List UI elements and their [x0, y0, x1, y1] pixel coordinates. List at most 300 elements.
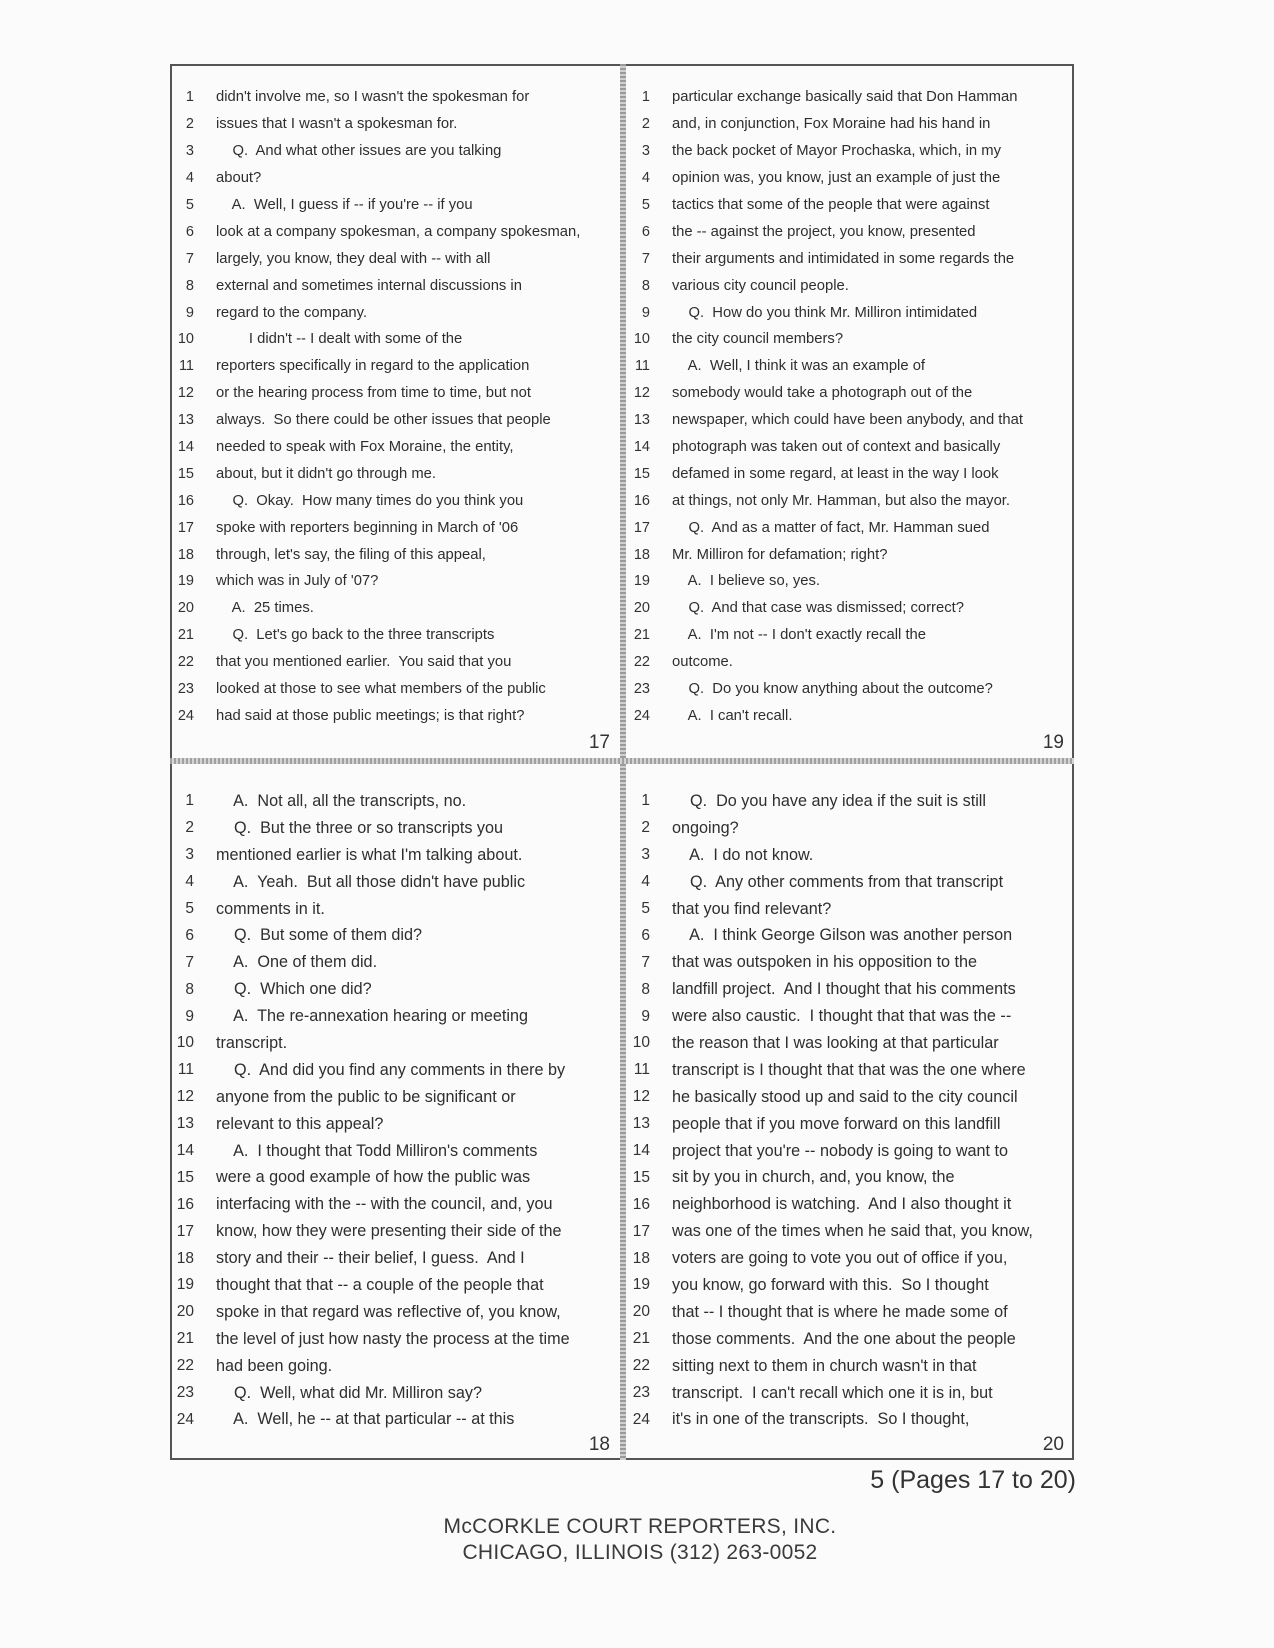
transcript-line: [170, 1084, 620, 1111]
line-number: 24: [632, 1410, 650, 1428]
line-number: 18: [177, 546, 194, 563]
line-text: thought that that -- a couple of the people that: [216, 1275, 544, 1294]
line-text: were a good example of how the public was: [216, 1168, 531, 1187]
line-text: reporters specifically in regard to the application: [216, 358, 530, 375]
transcript-line: [626, 815, 1074, 842]
transcript-line: [626, 1138, 1074, 1165]
transcript-line: [170, 842, 620, 869]
transcript-line: [626, 1218, 1074, 1245]
transcript-line: [626, 514, 1074, 541]
transcript-line: [626, 245, 1074, 272]
line-text: it's in one of the transcripts. So I thought,: [672, 1410, 970, 1429]
transcript-line: [170, 514, 620, 541]
line-number: 2: [185, 116, 194, 133]
transcript-line: [170, 1030, 620, 1057]
transcript-line: [170, 1406, 620, 1433]
line-text: Q. But some of them did?: [216, 926, 423, 945]
transcript-line: [626, 595, 1074, 622]
firm-address: CHICAGO, ILLINOIS (312) 263-0052: [462, 1541, 818, 1564]
line-text: opinion was, you know, just an example of just the: [672, 170, 1001, 187]
transcript-line: [626, 1406, 1074, 1433]
line-number: 10: [633, 331, 650, 348]
transcript-line: [626, 1245, 1074, 1272]
line-number: 14: [632, 1142, 650, 1160]
transcript-sheet: [170, 64, 1074, 1460]
line-number: 9: [185, 304, 194, 321]
page-number: 19: [1042, 732, 1064, 753]
line-number: 13: [633, 412, 650, 429]
transcript-line: [170, 595, 620, 622]
transcript-line: [170, 896, 620, 923]
transcript-line: [626, 353, 1074, 380]
transcript-line: [626, 326, 1074, 353]
transcript-line: [626, 1326, 1074, 1353]
line-text: at things, not only Mr. Hamman, but also the mayor.: [672, 492, 1011, 509]
transcript-line: [626, 1057, 1074, 1084]
line-number: 12: [177, 385, 194, 402]
line-text: A. The re-annexation hearing or meeting: [216, 1007, 528, 1026]
line-text: A. Yeah. But all those didn't have public: [216, 872, 526, 891]
line-number: 17: [633, 519, 650, 536]
line-number: 2: [641, 116, 650, 133]
line-number: 20: [177, 600, 194, 617]
transcript-line: [170, 138, 620, 165]
line-text: A. Well, I think it was an example of: [672, 358, 926, 375]
line-number: 13: [177, 412, 194, 429]
transcript-line: [170, 1272, 620, 1299]
line-number: 20: [176, 1303, 194, 1321]
transcript-line: [626, 788, 1074, 815]
line-number: 3: [185, 846, 194, 864]
line-number: 13: [176, 1115, 194, 1133]
page-number: 18: [588, 1434, 610, 1455]
line-text: mentioned earlier is what I'm talking about.: [216, 845, 523, 864]
transcript-lines: [170, 788, 620, 1433]
line-number: 5: [185, 197, 194, 213]
transcript-line: [626, 192, 1074, 219]
line-text: looked at those to see what members of the public: [216, 681, 546, 698]
transcript-line: [626, 676, 1074, 703]
line-text: or the hearing process from time to time, but not: [216, 385, 531, 402]
transcript-line: [626, 165, 1074, 192]
line-number: 4: [185, 873, 194, 891]
transcript-line: [170, 1326, 620, 1353]
transcript-line: [626, 1191, 1074, 1218]
transcript-line: [170, 272, 620, 299]
transcript-line: [170, 245, 620, 272]
transcript-line: [170, 788, 620, 815]
line-text: always. So there could be other issues that people: [216, 412, 551, 429]
horizontal-divider: [170, 758, 1074, 764]
line-text: know, how they were presenting their side of the: [216, 1222, 562, 1241]
line-number: 16: [632, 1195, 650, 1213]
transcript-line: [626, 1299, 1074, 1326]
line-number: 19: [632, 1276, 650, 1294]
line-number: 15: [177, 465, 194, 482]
line-text: didn't involve me, so I wasn't the spokesman for: [216, 89, 530, 106]
line-number: 1: [185, 89, 194, 106]
transcript-line: [626, 1030, 1074, 1057]
line-number: 17: [176, 1222, 194, 1240]
line-text: Mr. Milliron for defamation; right?: [672, 546, 888, 563]
transcript-line: [170, 326, 620, 353]
firm-name: McCORKLE COURT REPORTERS, INC.: [443, 1515, 837, 1538]
transcript-line: [626, 702, 1074, 729]
line-text: A. I thought that Todd Milliron's comments: [216, 1141, 538, 1160]
line-text: people that if you move forward on this landfill: [672, 1114, 1001, 1133]
line-text: about?: [216, 170, 262, 187]
line-text: landfill project. And I thought that his comments: [672, 980, 1016, 999]
line-number: 14: [177, 439, 194, 456]
transcript-line: [626, 869, 1074, 896]
line-text: their arguments and intimidated in some regards the: [672, 250, 1015, 267]
transcript-line: [626, 622, 1074, 649]
transcript-line: [170, 1164, 620, 1191]
line-number: 24: [177, 707, 194, 724]
line-text: you know, go forward with this. So I thought: [672, 1275, 989, 1294]
line-text: that was outspoken in his opposition to the: [672, 953, 978, 972]
transcript-line: [170, 460, 620, 487]
transcript-line: [170, 949, 620, 976]
line-text: were also caustic. I thought that that was the --: [672, 1007, 1012, 1026]
transcript-line: [170, 84, 620, 111]
transcript-line: [170, 815, 620, 842]
transcript-line: [170, 192, 620, 219]
transcript-line: [170, 622, 620, 649]
line-number: 2: [641, 819, 650, 837]
line-text: I didn't -- I dealt with some of the: [216, 331, 463, 348]
transcript-line: [170, 649, 620, 676]
line-text: the reason that I was looking at that particular: [672, 1033, 999, 1052]
transcript-line: [626, 84, 1074, 111]
line-text: the city council members?: [672, 331, 844, 348]
transcript-line: [170, 165, 620, 192]
line-number: 21: [176, 1330, 194, 1348]
line-text: Q. And as a matter of fact, Mr. Hamman sued: [672, 519, 990, 536]
line-text: neighborhood is watching. And I also thought it: [672, 1195, 1012, 1214]
line-number: 7: [185, 953, 194, 971]
line-number: 7: [641, 953, 650, 971]
transcript-line: [170, 407, 620, 434]
line-text: Q. And what other issues are you talking: [216, 143, 502, 160]
line-text: anyone from the public to be significant or: [216, 1087, 516, 1106]
line-text: that -- I thought that is where he made some of: [672, 1302, 1008, 1321]
line-text: regard to the company.: [216, 304, 368, 321]
line-text: issues that I wasn't a spokesman for.: [216, 116, 458, 133]
line-number: 7: [641, 250, 650, 267]
line-text: was one of the times when he said that, you know,: [672, 1222, 1033, 1241]
line-text: Q. Okay. How many times do you think you: [216, 492, 524, 509]
line-number: 3: [641, 846, 650, 864]
line-number: 21: [633, 627, 650, 644]
line-text: that you find relevant?: [672, 899, 832, 918]
line-number: 15: [632, 1168, 650, 1186]
transcript-line: [626, 1353, 1074, 1380]
line-number: 22: [177, 654, 194, 671]
transcript-line: [170, 1380, 620, 1407]
line-text: needed to speak with Fox Moraine, the entity,: [216, 439, 514, 456]
transcript-line: [170, 434, 620, 461]
line-text: interfacing with the -- with the council, and, you: [216, 1195, 553, 1214]
line-number: 10: [176, 1034, 194, 1052]
line-number: 19: [633, 573, 650, 590]
line-text: newspaper, which could have been anybody, and that: [672, 412, 1023, 429]
transcript-line: [626, 380, 1074, 407]
transcript-line: [170, 869, 620, 896]
line-number: 1: [641, 792, 650, 810]
line-text: Q. Any other comments from that transcript: [672, 872, 1004, 891]
transcript-line: [170, 487, 620, 514]
transcript-line: [170, 976, 620, 1003]
line-text: he basically stood up and said to the city council: [672, 1087, 1018, 1106]
transcript-line: [170, 380, 620, 407]
transcript-page-17: [170, 64, 620, 758]
line-text: Q. And did you find any comments in there by: [216, 1060, 566, 1079]
line-text: project that you're -- nobody is going to want to: [672, 1141, 1009, 1160]
transcript-line: [626, 541, 1074, 568]
line-text: the -- against the project, you know, presented: [672, 223, 976, 240]
line-text: spoke with reporters beginning in March of '06: [216, 519, 519, 536]
line-text: A. Not all, all the transcripts, no.: [216, 791, 467, 810]
page-range-label: 5 (Pages 17 to 20): [870, 1466, 1076, 1494]
line-number: 20: [632, 1303, 650, 1321]
transcript-page-18: [170, 764, 620, 1460]
line-number: 5: [641, 900, 650, 917]
line-text: defamed in some regard, at least in the way I look: [672, 465, 999, 482]
line-text: which was in July of '07?: [216, 573, 379, 590]
line-number: 4: [185, 170, 194, 187]
line-number: 18: [633, 546, 650, 563]
line-number: 8: [185, 277, 194, 294]
line-number: 4: [641, 170, 650, 187]
line-text: Q. How do you think Mr. Milliron intimidated: [672, 304, 978, 321]
line-number: 3: [185, 143, 194, 160]
line-text: A. I can't recall.: [672, 707, 793, 724]
line-number: 5: [641, 197, 650, 213]
transcript-line: [626, 922, 1074, 949]
transcript-line: [170, 1191, 620, 1218]
line-number: 22: [176, 1357, 194, 1375]
line-number: 9: [185, 1007, 194, 1025]
line-number: 19: [177, 573, 194, 590]
transcript-line: [626, 434, 1074, 461]
line-text: the level of just how nasty the process at the time: [216, 1329, 570, 1348]
transcript-line: [626, 218, 1074, 245]
court-reporter-firm: [340, 1514, 940, 1566]
transcript-lines: [170, 84, 620, 729]
line-text: external and sometimes internal discussions in: [216, 277, 522, 294]
line-number: 17: [632, 1222, 650, 1240]
line-text: Q. Let's go back to the three transcripts: [216, 627, 495, 644]
line-text: A. I do not know.: [672, 845, 814, 864]
line-number: 10: [632, 1034, 650, 1052]
line-number: 22: [633, 654, 650, 671]
line-number: 18: [632, 1249, 650, 1267]
transcript-line: [170, 1299, 620, 1326]
line-number: 18: [176, 1249, 194, 1267]
line-text: photograph was taken out of context and basically: [672, 439, 1001, 456]
line-number: 19: [176, 1276, 194, 1294]
line-number: 9: [641, 1007, 650, 1025]
line-number: 21: [632, 1330, 650, 1348]
line-number: 10: [177, 331, 194, 348]
line-number: 11: [634, 358, 650, 375]
transcript-line: [170, 702, 620, 729]
transcript-line: [626, 896, 1074, 923]
line-text: Q. Well, what did Mr. Milliron say?: [216, 1383, 482, 1402]
line-text: somebody would take a photograph out of the: [672, 385, 973, 402]
line-number: 6: [185, 223, 194, 240]
line-text: transcript is I thought that that was the one where: [672, 1060, 1026, 1079]
line-number: 9: [641, 304, 650, 321]
line-text: voters are going to vote you out of office if you,: [672, 1249, 1008, 1268]
line-number: 14: [633, 439, 650, 456]
line-text: outcome.: [672, 654, 733, 671]
line-number: 23: [177, 681, 194, 698]
transcript-line: [170, 922, 620, 949]
line-text: had been going.: [216, 1356, 333, 1375]
line-number: 16: [176, 1195, 194, 1213]
line-text: Q. And that case was dismissed; correct?: [672, 600, 964, 617]
line-number: 2: [185, 819, 194, 837]
line-number: 22: [632, 1357, 650, 1375]
transcript-line: [626, 1084, 1074, 1111]
line-text: particular exchange basically said that Don Hamman: [672, 89, 1018, 106]
line-number: 23: [632, 1384, 650, 1402]
line-number: 6: [641, 926, 650, 944]
line-number: 24: [176, 1410, 194, 1428]
line-number: 20: [633, 600, 650, 617]
transcript-line: [626, 1111, 1074, 1138]
transcript-line: [170, 1003, 620, 1030]
transcript-line: [626, 842, 1074, 869]
line-text: ongoing?: [672, 818, 739, 837]
line-text: Q. Do you know anything about the outcome?: [672, 681, 993, 698]
line-number: 23: [176, 1384, 194, 1402]
transcript-line: [626, 487, 1074, 514]
line-number: 12: [633, 385, 650, 402]
line-number: 24: [633, 707, 650, 724]
transcript-line: [626, 649, 1074, 676]
transcript-lines: [626, 788, 1074, 1433]
line-text: Q. But the three or so transcripts you: [216, 818, 504, 837]
line-number: 5: [185, 900, 194, 917]
line-number: 17: [177, 519, 194, 536]
line-text: A. 25 times.: [216, 600, 314, 617]
transcript-line: [170, 299, 620, 326]
line-number: 8: [641, 980, 650, 998]
line-text: largely, you know, they deal with -- with all: [216, 250, 491, 267]
transcript-line: [626, 299, 1074, 326]
transcript-page-20: [626, 764, 1074, 1460]
transcript-lines: [626, 84, 1074, 729]
line-text: through, let's say, the filing of this appeal,: [216, 546, 486, 563]
transcript-line: [170, 353, 620, 380]
transcript-line: [626, 1164, 1074, 1191]
line-text: had said at those public meetings; is that right?: [216, 707, 525, 724]
transcript-page-19: [626, 64, 1074, 758]
transcript-line: [626, 1380, 1074, 1407]
line-number: 23: [633, 681, 650, 698]
line-text: the back pocket of Mayor Prochaska, which, in my: [672, 143, 1001, 160]
transcript-line: [626, 138, 1074, 165]
line-number: 11: [177, 1061, 194, 1079]
line-number: 16: [177, 492, 194, 509]
line-text: A. One of them did.: [216, 953, 378, 972]
transcript-line: [170, 1218, 620, 1245]
transcript-line: [170, 568, 620, 595]
line-text: various city council people.: [672, 277, 849, 294]
line-number: 11: [178, 358, 194, 375]
transcript-line: [626, 272, 1074, 299]
line-text: A. I think George Gilson was another person: [672, 926, 1013, 945]
line-number: 14: [176, 1142, 194, 1160]
line-text: comments in it.: [216, 899, 325, 918]
line-text: look at a company spokesman, a company spokesman,: [216, 223, 581, 240]
transcript-line: [626, 1272, 1074, 1299]
transcript-line: [170, 541, 620, 568]
line-number: 15: [633, 465, 650, 482]
transcript-line: [170, 1245, 620, 1272]
line-number: 1: [185, 792, 194, 810]
transcript-line: [626, 949, 1074, 976]
line-number: 8: [185, 980, 194, 998]
transcript-line: [170, 1138, 620, 1165]
line-text: about, but it didn't go through me.: [216, 465, 436, 482]
line-text: A. Well, I guess if -- if you're -- if you: [216, 197, 473, 213]
line-text: transcript.: [216, 1033, 288, 1052]
line-number: 8: [641, 277, 650, 294]
line-text: A. Well, he -- at that particular -- at this: [216, 1410, 515, 1429]
transcript-line: [626, 111, 1074, 138]
transcript-line: [626, 1003, 1074, 1030]
line-number: 11: [633, 1061, 650, 1079]
line-number: 1: [641, 89, 650, 106]
transcript-line: [170, 676, 620, 703]
line-text: A. I believe so, yes.: [672, 573, 821, 590]
line-number: 21: [177, 627, 194, 644]
transcript-line: [170, 1353, 620, 1380]
line-text: sit by you in church, and, you know, the: [672, 1168, 955, 1187]
transcript-line: [170, 218, 620, 245]
line-text: those comments. And the one about the people: [672, 1329, 1016, 1348]
page-number: 17: [588, 732, 610, 753]
line-number: 15: [176, 1168, 194, 1186]
line-text: transcript. I can't recall which one it is in, but: [672, 1383, 993, 1402]
line-number: 3: [641, 143, 650, 160]
line-number: 6: [641, 223, 650, 240]
line-text: story and their -- their belief, I guess. And I: [216, 1249, 525, 1268]
transcript-line: [626, 460, 1074, 487]
page-number: 20: [1042, 1434, 1064, 1455]
line-text: sitting next to them in church wasn't in that: [672, 1356, 977, 1375]
transcript-line: [170, 1111, 620, 1138]
line-text: A. I'm not -- I don't exactly recall the: [672, 627, 927, 644]
line-number: 12: [176, 1088, 194, 1106]
line-text: and, in conjunction, Fox Moraine had his hand in: [672, 116, 991, 133]
line-text: Q. Which one did?: [216, 980, 372, 999]
line-number: 13: [632, 1115, 650, 1133]
transcript-line: [170, 111, 620, 138]
line-text: Q. Do you have any idea if the suit is still: [672, 791, 987, 810]
transcript-line: [626, 407, 1074, 434]
line-number: 6: [185, 926, 194, 944]
line-number: 16: [633, 492, 650, 509]
line-number: 12: [632, 1088, 650, 1106]
line-text: relevant to this appeal?: [216, 1114, 384, 1133]
line-number: 4: [641, 873, 650, 891]
line-number: 7: [185, 250, 194, 267]
